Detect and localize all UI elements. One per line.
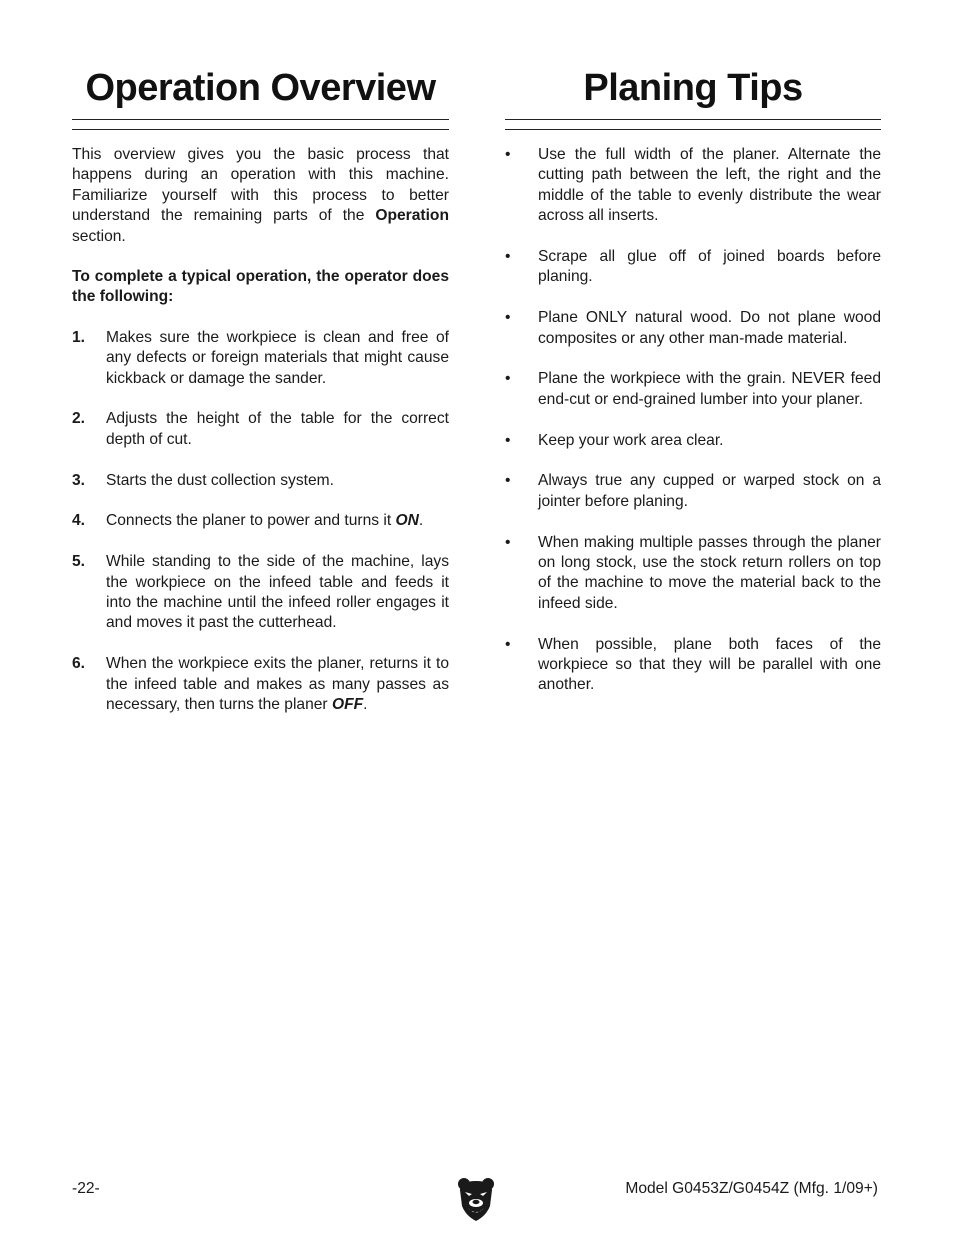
step-number: 2. [72,410,86,428]
operation-step [72,409,449,450]
lead-paragraph: To complete a typical operation, the operator does the following: [72,268,449,306]
bullet-icon: • [505,370,511,388]
tip-text: Plane ONLY natural wood. Do not plane wood composites or any other man-made material. [538,309,881,347]
tip-item [505,369,881,410]
tip-item [505,247,881,288]
step-number: 6. [72,655,86,673]
step-number: 4. [72,512,86,530]
bullet-icon: • [505,146,511,163]
bear-head-icon [456,1176,496,1222]
tip-item [505,145,881,227]
operation-step: 4. Connects the planer to power and turns it ON. [72,511,449,531]
step-text: While standing to the side of the machine, lays the workpiece on the infeed table and feeds it into the machine until the infeed roller engages it and moves it past the cutterhead. [106,553,449,632]
step-text: Starts the dust collection system. [106,471,334,489]
page-number: -22- [72,1180,100,1197]
step-number: 3. [72,471,86,489]
tip-item [505,471,881,512]
operation-overview-heading: Operation Overview [85,67,436,109]
bullet-icon: • [505,431,511,449]
step-number: 5. [72,553,86,571]
planing-tips-body [505,145,881,716]
step-text: Makes sure the workpiece is clean and free of any defects or foreign materials that might cause kickback or damage the sander. [106,328,449,387]
intro-bold-term: Operation [375,207,449,225]
step-emphasis: OFF [331,696,364,714]
step-emphasis: ON [395,512,419,530]
step-text: Connects the planer to power and turns it [106,512,396,530]
tip-text: When making multiple passes through the planer on long stock, use the stock return rollers on top of the machine to move the material back to the infeed side. [538,533,881,612]
tip-item [505,308,881,349]
step-text: Adjusts the height of the table for the correct depth of cut. [106,410,449,448]
tip-text: Use the full width of the planer. Alternate the cutting path between the left, the right and the middle of the table to evenly distribute the wear across all inserts. [538,146,881,225]
heading-rule-top [72,119,449,120]
tip-text: Always true any cupped or warped stock on a jointer before planing. [538,472,881,510]
model-label: Model G0453Z/G0454Z (Mfg. 1/09+) [625,1180,878,1197]
step-text: When the workpiece exits the planer, returns it to the infeed table and makes as many passes as necessary, then turns the planer [106,655,449,714]
heading-rule-bottom [505,129,881,130]
bullet-icon: • [505,472,511,490]
bullet-icon: • [505,309,511,327]
bullet-icon: • [505,533,511,551]
tip-item [505,635,881,696]
tip-text: When possible, plane both faces of the workpiece so that they will be parallel with one another. [538,635,881,694]
tip-text: Keep your work area clear. [538,431,724,449]
heading-rule-top [505,119,881,120]
operation-step [72,552,449,634]
operation-step: 6. When the workpiece exits the planer, returns it to the infeed table and makes as many passes as necessary, then turns the planer OFF. [72,655,449,714]
planing-tips-heading: Planing Tips [583,67,803,109]
intro-paragraph: This overview gives you the basic process that happens during an operation with this machine. Familiarize yourself with this process to better understand the remaining parts of the Operation section. [72,146,449,245]
bullet-icon: • [505,635,511,653]
operation-steps-list [72,328,449,716]
tip-text: Plane the workpiece with the grain. NEVER feed end-cut or end-grained lumber into your planer. [538,370,881,408]
step-number: 1. [72,328,86,346]
planing-tips-list [505,145,881,696]
tip-item [505,533,881,615]
tip-text: Scrape all glue off of joined boards before planing. [538,248,881,286]
operation-overview-body [72,145,449,736]
heading-rule-bottom [72,129,449,130]
operation-step [72,328,449,389]
tip-item [505,431,881,451]
operation-step [72,471,449,491]
bullet-icon: • [505,248,511,266]
